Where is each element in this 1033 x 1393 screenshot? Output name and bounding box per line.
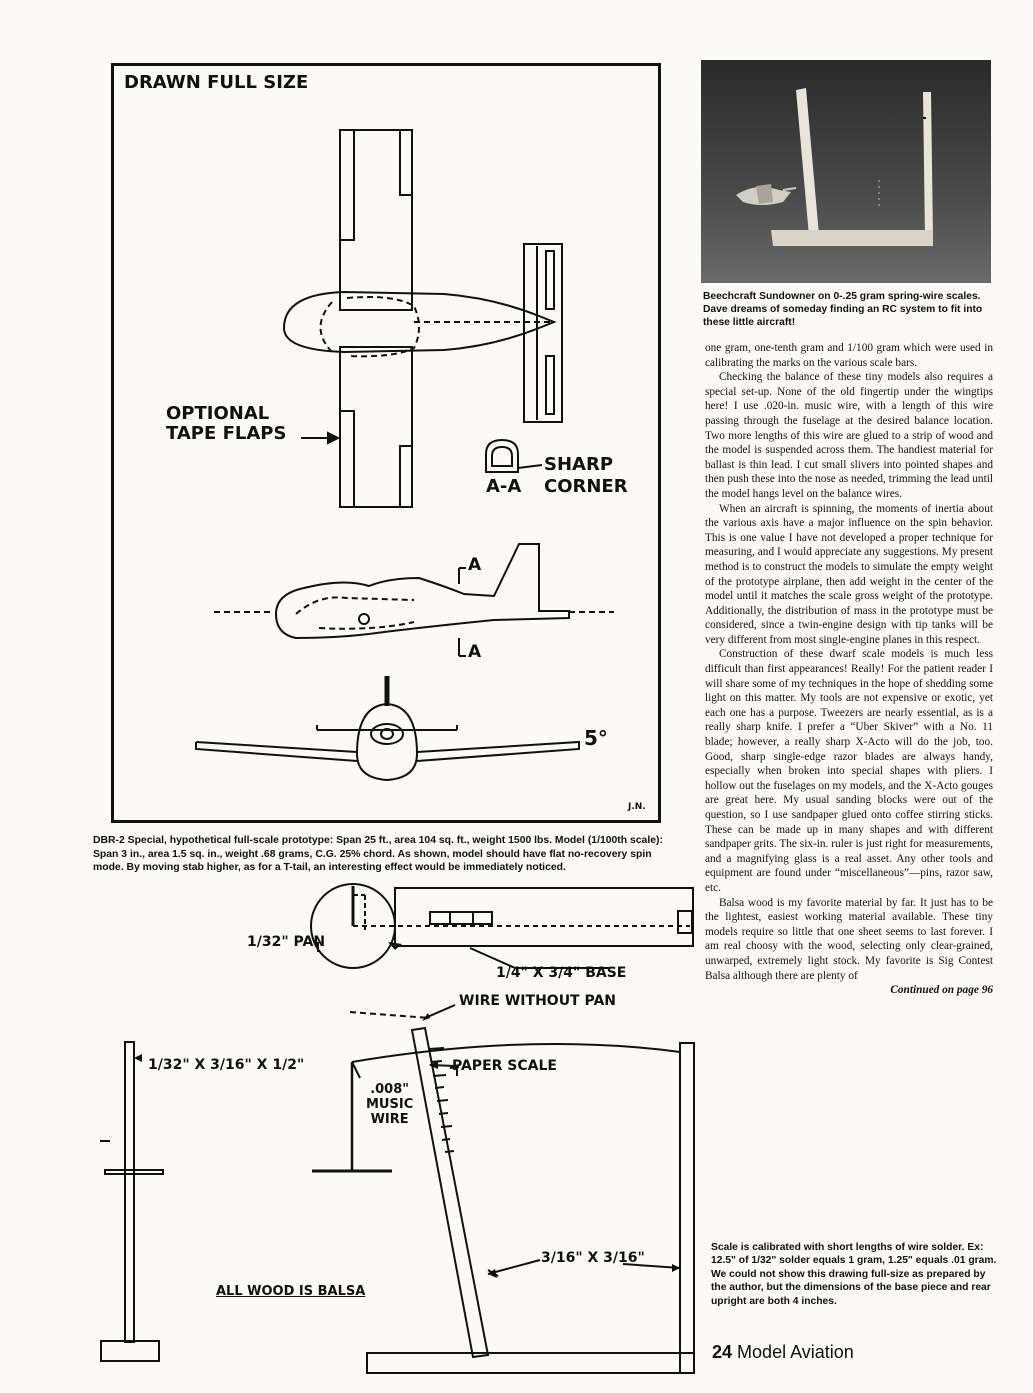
base-side <box>367 1353 694 1373</box>
balsa-note: ALL WOOD IS BALSA <box>216 1284 366 1299</box>
front-view-fuselage <box>357 704 417 780</box>
article-paragraph: When an aircraft is spinning, the moments of inertia about the various axis have a major influence on the spin behavior. This is one value I have not developed a proper technique for measuring, and I would appreciate any suggestions. My present method is to construct the models to simulate the empty weight of the prototype airplane, then add weight in the center of the model until it matches the scale gross weight of the prototype. Additionally, the distribution of mass in the prototype must be considered, since a twin-engine design with tip tanks will be very different from most single-engine planes in this respect. <box>705 502 993 646</box>
section-mark-bottom: A <box>468 642 482 662</box>
rear-upright <box>680 1043 694 1373</box>
photo-illustration <box>701 60 991 283</box>
scale-post <box>412 1028 488 1357</box>
sundowner-photo <box>701 60 991 283</box>
top-view-stabilizer <box>524 244 562 422</box>
scale-construction-drawing <box>90 880 700 1380</box>
dihedral-angle: 5° <box>584 726 608 750</box>
drafter-initials: J.N. <box>628 802 646 812</box>
paper-scale-label: PAPER SCALE <box>452 1058 557 1074</box>
base-label: 1/4" X 3/4" BASE <box>496 965 627 981</box>
top-view-wing-upper <box>340 130 412 310</box>
top-view-wing-lower <box>340 347 412 507</box>
upright-dimension-label: 1/32" X 3/16" X 1/2" <box>148 1057 305 1073</box>
article-body <box>705 341 993 998</box>
page-footer <box>712 1342 854 1363</box>
sharp-corner-label: SHARP CORNER <box>544 454 628 497</box>
plan-title: DRAWN FULL SIZE <box>124 72 309 93</box>
side-view-fuselage <box>276 544 569 638</box>
wire-without-pan-label: WIRE WITHOUT PAN <box>459 993 617 1009</box>
pan-label: 1/32" PAN <box>247 934 326 950</box>
plan-drawing-frame <box>111 63 661 823</box>
left-upright <box>125 1042 134 1342</box>
section-a-a-label: A-A <box>486 476 522 497</box>
photo-caption: Beechcraft Sundowner on 0-.25 gram spring-wire scales. Dave dreams of someday finding an RC system to fit into these little aircraft! <box>703 291 983 328</box>
page-number: 24 <box>712 1342 733 1362</box>
flaps-label: OPTIONAL TAPE FLAPS <box>166 403 287 444</box>
article-paragraph: one gram, one-tenth gram and 1/100 gram which were used in calibrating the marks on the various scale bars. <box>705 342 993 369</box>
continued-link[interactable]: Continued on page 96 <box>890 984 993 997</box>
scale-caption: Scale is calibrated with short lengths of wire solder. Ex: 12.5" of 1/32" solder equals 1 gram, 1.25" equals .01 gram. We could not show this drawing full-size as prepared by the author, but the dimensions of the base piece and rear upright are both 4 inches. <box>711 1242 997 1307</box>
article-paragraph: Construction of these dwarf scale models is much less difficult than first appearances! Really! For the patient reader I will share some of my techniques in the hope of shedding some light on this matter. My tools are not expensive or exotic, yet each one has a purpose. Tweezers are nearly essential, as is a really sharp knife. I prefer a “Uber Skiver” with a No. 11 blade; however, a really sharp X-Acto will do the job, too. Good, sharp single-edge razor blades are always handy, especially when broken into special shapes with pliers. I hollow out the fuselages on my models, and the X-Acto gouges are great here. My usual sanding blocks were out of the question, so I use sandpaper glued onto coffee stirring sticks. These can be made up in many shapes and with different sandpaper grits. The six-in. ruler is just right for measurements, and a magnifying glass is a real asset. Any other tools and equipment are found under “miscellaneous”—pins, razor saw, etc. <box>705 648 993 894</box>
article-paragraph: Checking the balance of these tiny models also requires a special set-up. None of the old fingertip under the wingtips here! I use .020-in. music wire, with a length of this wire passing through the fuselage at the desired balance location. Two more lengths of this wire are glued to a strip of wood and the model is suspended across them. The handiest material for ballast is thin lead. I cut small slivers into pointed shapes and then push these into the nose as needed, trimming the lead until the model hangs level on the balance wires. <box>705 371 993 500</box>
music-wire-label: .008" MUSIC WIRE <box>366 1082 414 1127</box>
figure-caption: DBR-2 Special, hypothetical full-scale prototype: Span 25 ft., area 104 sq. ft., weight 1500 lbs. Model (1/100th scale): Span 3 in., area 1.5 sq. in., weight .68 grams, C.G. 25% chord. As shown, model should have flat no-recovery spin mode. By moving stab higher, as for a T-tail, an interesting effect would be immediately noticed. <box>93 835 663 873</box>
article-paragraph: Balsa wood is my favorite material by far. It just has to be the lightest, easiest working material available. These tiny models require so little that one sheet seems to last forever. I am real choosy with the wood, selecting only clear-grained, unwarped, extremely light stock. My favorite is Sig Contest Balsa although there are plenty of <box>705 896 993 982</box>
section-a-a-shape <box>486 440 518 472</box>
magazine-name: Model Aviation <box>737 1342 854 1362</box>
base-top-view <box>395 888 693 946</box>
section-mark-top: A <box>468 555 482 575</box>
wire-without-pan-line <box>350 1012 430 1018</box>
post-dimension-label: 3/16" X 3/16" <box>541 1250 645 1266</box>
